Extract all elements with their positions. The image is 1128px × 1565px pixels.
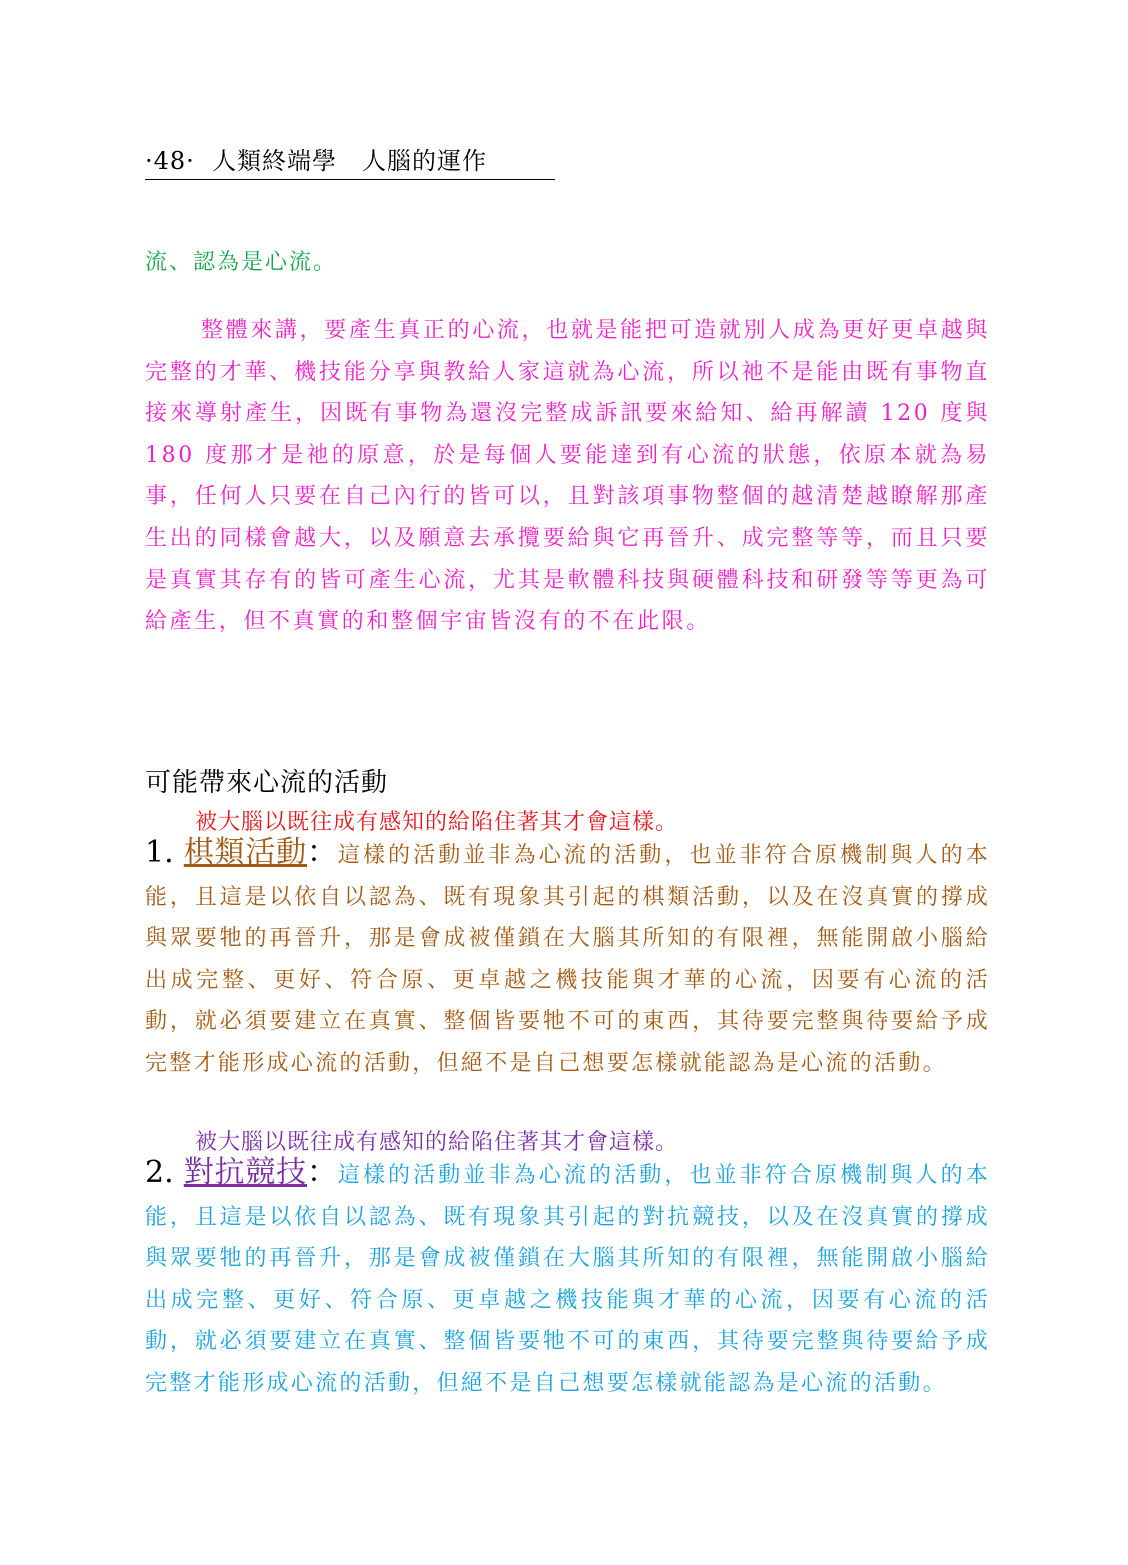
item-2-colon: ： (307, 1155, 338, 1190)
item-2-term: 對抗競技 (183, 1155, 307, 1190)
section-title: 可能帶來心流的活動 (145, 768, 389, 798)
header-title: 人類終端學 人腦的運作 (212, 147, 488, 175)
item-1-number: 1. (145, 835, 174, 870)
item-2-annotation: 被大腦以既往成有感知的給陷住著其才會這樣。 (195, 1130, 679, 1155)
item-1-colon: ： (307, 835, 338, 870)
list-item-2 (145, 1152, 990, 1405)
running-header (145, 146, 555, 180)
paragraph-main: 整體來講，要產生真正的心流，也就是能把可造就別人成為更好更卓越與完整的才華、機技能分享與教給人家這就為心流，所以祂不是能由既有事物直接來導射產生，因既有事物為還沒完整成訴訊要來給知、給再解讀 120 度與 180 度那才是祂的原意，於是每個人要能達到有心流的狀態，依原本就為易事，任何人只要在自己內行的皆可以，且對該項事物整個的越清楚越瞭解那產生出的同樣會越大，以及願意去承攬要給與它再晉升、成完整等等，而且只要是真實其存有的皆可產生心流，尤其是軟體科技與硬體科技和研發等等更為可給產生，但不真實的和整個宇宙皆沒有的不在此限。 (145, 318, 990, 635)
item-2-text: 這樣的活動並非為心流的活動，也並非符合原機制與人的本能，且這是以依自以認為、既有現象其引起的對抗競技，以及在沒真實的撐成與眾要牠的再晉升，那是會成被僅鎖在大腦其所知的有限裡，無能開啟小腦給出成完整、更好、符合原、更卓越之機技能與才華的心流，因要有心流的活動，就必須要建立在真實、整個皆要牠不可的東西，其待要完整與待要給予成完整才能形成心流的活動，但絕不是自己想要怎樣就能認為是心流的活動。 (145, 1163, 991, 1396)
item-2-number: 2. (145, 1155, 174, 1190)
paragraph-continuation: 流、認為是心流。 (145, 250, 338, 275)
item-1-annotation: 被大腦以既往成有感知的給陷住著其才會這樣。 (195, 810, 679, 835)
list-item-1 (145, 832, 990, 1085)
page-number: ·48· (145, 147, 195, 175)
item-1-text: 這樣的活動並非為心流的活動，也並非符合原機制與人的本能，且這是以依自以認為、既有現象其引起的棋類活動，以及在沒真實的撐成與眾要牠的再晉升，那是會成被僅鎖在大腦其所知的有限裡，無能開啟小腦給出成完整、更好、符合原、更卓越之機技能與才華的心流，因要有心流的活動，就必須要建立在真實、整個皆要牠不可的東西，其待要完整與待要給予成完整才能形成心流的活動，但絕不是自己想要怎樣就能認為是心流的活動。 (145, 843, 991, 1076)
item-1-term: 棋類活動 (183, 835, 307, 870)
